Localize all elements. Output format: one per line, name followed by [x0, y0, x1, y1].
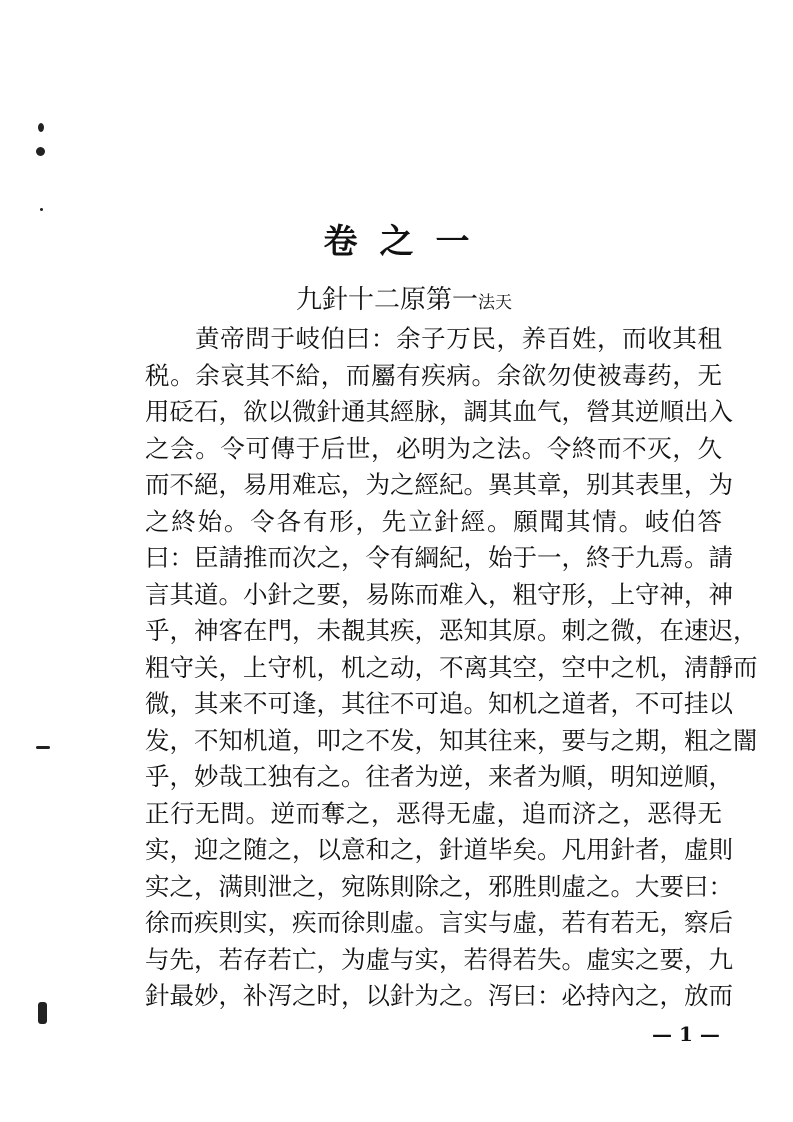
page-number: — 1 —: [652, 1022, 720, 1046]
text-line: 曰：臣請推而次之，令有綱紀，始于一，終于九焉。請: [145, 543, 733, 572]
text-line: 税。余哀其不給，而屬有疾病。余欲勿使被毒药，无: [145, 360, 722, 390]
text-line: 发，不知机道，叩之不发，知其往来，要与之期，粗之闇: [145, 725, 758, 755]
chapter-title: [0, 279, 793, 316]
text-line: 之会。令可傳于后世，必明为之法。令終而不灭，久: [145, 433, 722, 463]
text-line: 正行无問。逆而奪之，恶得无虛，追而济之，恶得无: [145, 798, 722, 828]
text-line: 实之，满則泄之，宛陈則除之，邪胜則虛之。大要曰：: [145, 871, 733, 901]
text-line: 微，其来不可逢，其往不可追。知机之道者，不可挂以: [145, 689, 733, 718]
text-line: 用砭石，欲以微針通其經脉，調其血气，營其逆順出入: [145, 397, 733, 426]
scan-speck: [36, 746, 50, 749]
chapter-title-text: 九針十二原第一: [295, 285, 478, 315]
body-text: [145, 321, 758, 1015]
scan-speck: [36, 147, 45, 156]
chapter-note: 法天: [478, 293, 512, 313]
text-line: 針最妙，补泻之时，以針为之。泻曰：必持內之，放而: [145, 981, 733, 1010]
scan-speck: [38, 1002, 47, 1024]
text-line: 乎，神客在門，未覩其疾，恶知其原。刺之微，在速迟，: [145, 616, 758, 645]
volume-title: 卷之一: [323, 222, 492, 262]
text-line: 实，迎之随之，以意和之，針道毕矣。凡用針者，虛則: [145, 835, 733, 864]
text-line: 乎，妙哉工独有之。往者为逆，来者为順，明知逆順，: [145, 762, 733, 791]
scan-speck: [38, 123, 44, 132]
text-line: 而不絕，易用难忘，为之經紀。異其章，别其表里，为: [145, 470, 733, 499]
text-line: 粗守关，上守机，机之动，不离其空，空中之机，淸靜而: [145, 652, 758, 682]
text-line: 与先，若存若亡，为虛与实，若得若失。虛实之要，九: [145, 944, 733, 974]
text-line: 徐而疾則实，疾而徐則虛。言实与虛，若有若无，察后: [145, 908, 733, 937]
text-line: 黄帝問于岐伯曰：余子万民，养百姓，而收其租: [195, 324, 722, 353]
text-line: 之終始。令各有形，先立針經。願聞其情。岐伯答: [145, 506, 722, 536]
text-line: 言其道。小針之要，易陈而难入，粗守形，上守神，神: [145, 579, 733, 609]
scan-speck: [40, 208, 43, 211]
